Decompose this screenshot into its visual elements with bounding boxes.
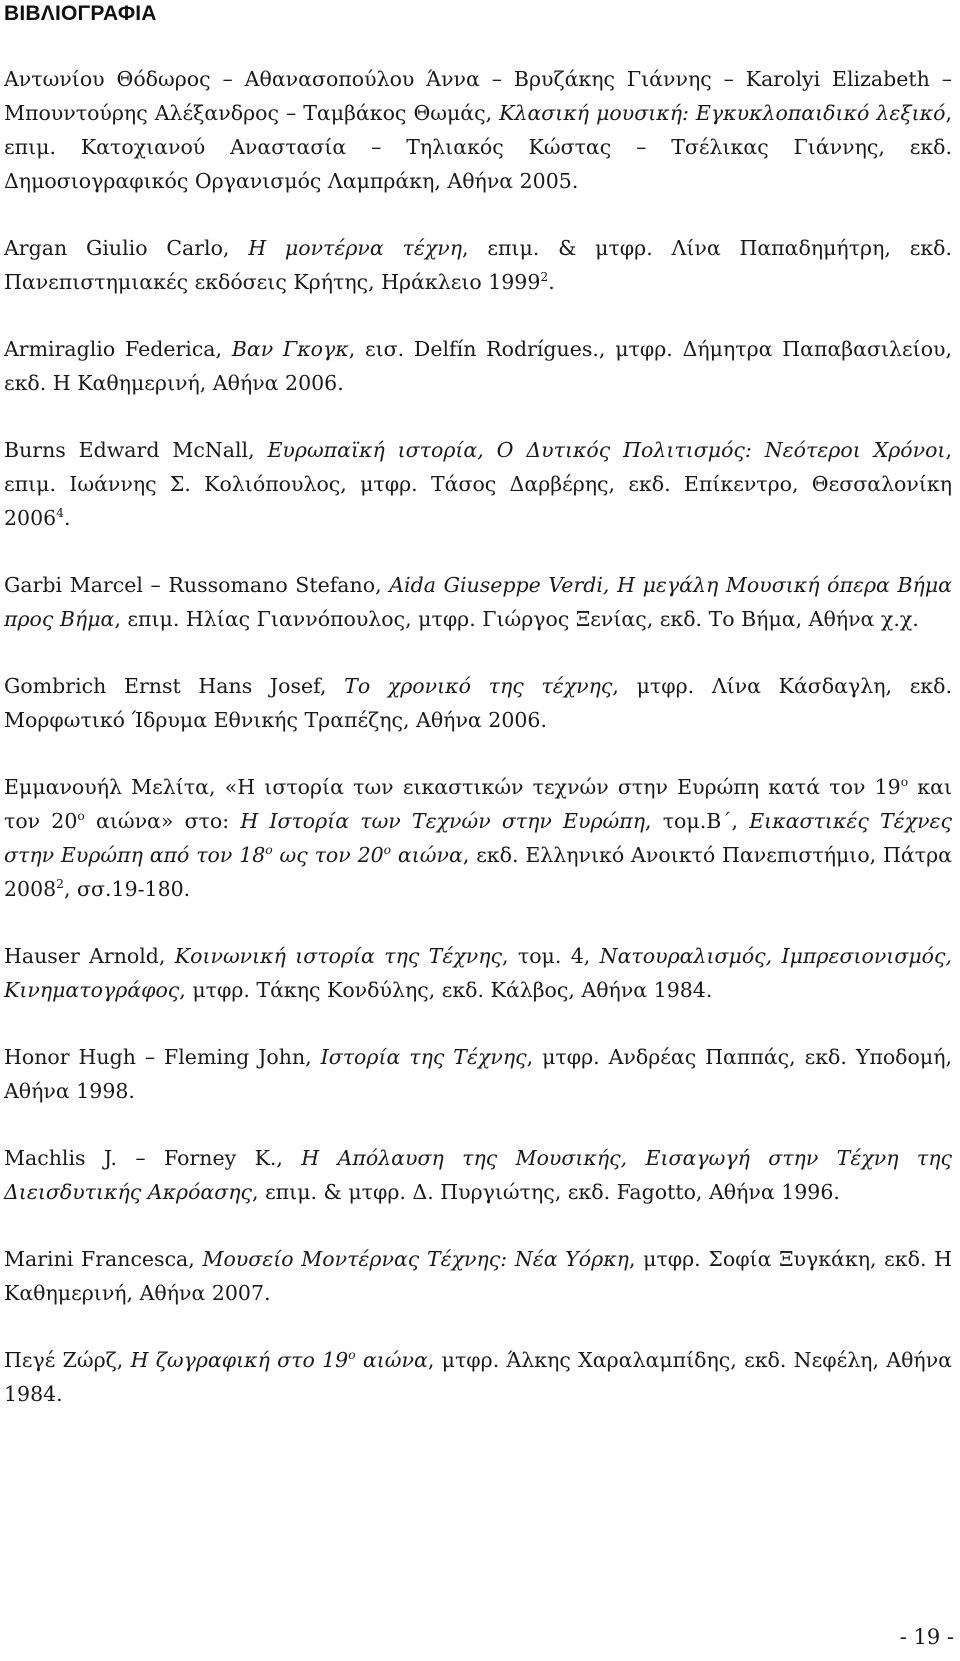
bibliography-text-segment: Hauser Arnold, xyxy=(4,944,175,968)
bibliography-text-segment: , επιμ. Ιωάννης Σ. Κολιόπουλος, μτφρ. Τάσος Δαρβέρης, εκδ. Επίκεντρο, Θεσσαλονίκη 2006 xyxy=(4,438,952,530)
bibliography-text-segment: . xyxy=(548,270,555,294)
bibliography-text-segment: Ευρωπαϊκή ιστορία, Ο Δυτικός Πολιτισμός: Νεότεροι Χρόνοι xyxy=(267,438,946,462)
bibliography-text-segment: , σσ.19-180. xyxy=(64,877,191,901)
bibliography-text-segment: , μτφρ. Ανδρέας Παππάς, εκδ. Υποδομή, Αθήνα 1998. xyxy=(4,1045,952,1103)
bibliography-text-segment: Η Απόλαυση της Μουσικής, Εισαγωγή στην Τέχνη της Διεισδυτικής Ακρόασης xyxy=(4,1146,952,1204)
bibliography-text-segment: , τομ.Β΄, xyxy=(645,809,750,833)
bibliography-text-segment: ως τον 20 xyxy=(272,843,384,867)
bibliography-entry xyxy=(4,1343,952,1411)
bibliography-list xyxy=(4,62,952,1444)
bibliography-entry xyxy=(4,669,952,737)
bibliography-text-segment: ο xyxy=(265,843,273,858)
page-number: - 19 - xyxy=(899,1625,954,1649)
bibliography-text-segment: Honor Hugh – Fleming John, xyxy=(4,1045,321,1069)
bibliography-text-segment: Gombrich Ernst Hans Josef, xyxy=(4,674,345,698)
bibliography-entry xyxy=(4,62,952,198)
bibliography-text-segment: 4 xyxy=(56,506,64,521)
bibliography-entry xyxy=(4,1242,952,1310)
bibliography-text-segment: , μτφρ. Σοφία Ξυγκάκη, εκδ. Η Καθημερινή, Αθήνα 2007. xyxy=(4,1247,952,1305)
bibliography-text-segment: ο xyxy=(383,843,392,858)
bibliography-text-segment: , τομ. 4, xyxy=(502,944,600,968)
bibliography-text-segment: , μτφρ. Άλκης Χαραλαμπίδης, εκδ. Νεφέλη, Αθήνα 1984. xyxy=(4,1348,953,1406)
bibliography-entry xyxy=(4,770,952,906)
bibliography-text-segment: Κοινωνική ιστορία της Τέχνης xyxy=(174,944,503,968)
bibliography-entry xyxy=(4,231,952,299)
bibliography-text-segment: Machlis J. – Forney K., xyxy=(4,1146,302,1170)
bibliography-text-segment: Το χρονικό της τέχνης xyxy=(344,674,613,698)
bibliography-text-segment: Η ζωγραφική στο 19 xyxy=(130,1348,349,1372)
bibliography-text-segment: Η Ιστορία των Τεχνών στην Ευρώπη xyxy=(240,809,646,833)
bibliography-text-segment: Βαν Γκογκ xyxy=(231,337,349,361)
page-title: ΒΙΒΛΙΟΓΡΑΦΙΑ xyxy=(4,2,157,25)
bibliography-text-segment: αιώνα» στο: xyxy=(84,809,241,833)
bibliography-text-segment: Aida Giuseppe Verdi, Η μεγάλη Μουσική όπερα Βήμα προς Βήμα xyxy=(4,573,952,631)
bibliography-text-segment: . xyxy=(64,506,71,530)
bibliography-text-segment: και τον 20 xyxy=(4,775,952,833)
bibliography-text-segment: αιώνα xyxy=(355,1348,428,1372)
bibliography-text-segment: , επιμ. Κατοχιανού Αναστασία – Τηλιακός Κώστας – Τσέλικας Γιάννης, εκδ. Δημοσιογραφικός Οργανισμός Λαμπράκη, Αθήνα 2005. xyxy=(4,101,952,193)
bibliography-text-segment: Ιστορία της Τέχνης xyxy=(320,1045,527,1069)
bibliography-text-segment: Armiraglio Federica, xyxy=(4,337,232,361)
bibliography-text-segment: ο xyxy=(348,1348,356,1363)
bibliography-text-segment: Πεγέ Ζώρζ, xyxy=(4,1348,131,1372)
bibliography-text-segment: Νατουραλισμός, Ιμπρεσιονισμός, Κινηματογράφος xyxy=(4,944,952,1002)
bibliography-text-segment: Argan Giulio Carlo, xyxy=(4,236,249,260)
bibliography-entry xyxy=(4,1141,952,1209)
bibliography-text-segment: ο xyxy=(900,775,909,790)
bibliography-text-segment: Marini Francesca, xyxy=(4,1247,203,1271)
bibliography-text-segment: , επιμ. & μτφρ. Δ. Πυργιώτης, εκδ. Fagotto, Αθήνα 1996. xyxy=(252,1180,840,1204)
bibliography-entry xyxy=(4,939,952,1007)
bibliography-text-segment: 2 xyxy=(540,270,549,285)
bibliography-text-segment: Μουσείο Μοντέρνας Τέχνης: Νέα Υόρκη xyxy=(202,1247,629,1271)
bibliography-entry xyxy=(4,1040,952,1108)
bibliography-entry xyxy=(4,433,952,535)
bibliography-text-segment: , επιμ. & μτφρ. Λίνα Παπαδημήτρη, εκδ. Πανεπιστημιακές εκδόσεις Κρήτης, Ηράκλειο 1999 xyxy=(4,236,952,294)
bibliography-text-segment: , επιμ. Ηλίας Γιαννόπουλος, μτφρ. Γιώργος Ξενίας, εκδ. Το Βήμα, Αθήνα χ.χ. xyxy=(114,607,919,631)
bibliography-text-segment: Η μοντέρνα τέχνη xyxy=(248,236,463,260)
bibliography-text-segment: , εκδ. Ελληνικό Ανοικτό Πανεπιστήμιο, Πάτρα 2008 xyxy=(4,843,952,901)
bibliography-text-segment: , μτφρ. Τάκης Κονδύλης, εκδ. Κάλβος, Αθήνα 1984. xyxy=(179,978,713,1002)
bibliography-text-segment: Εικαστικές Τέχνες στην Ευρώπη από τον 18 xyxy=(4,809,953,867)
bibliography-text-segment: Garbi Marcel – Russomano Stefano, xyxy=(4,573,390,597)
bibliography-text-segment: Αντωνίου Θόδωρος – Αθανασοπούλου Άννα – Βρυζάκης Γιάννης – Karolyi Elizabeth – Μπουντούρης Αλέξανδρος – Ταμβάκος Θωμάς, xyxy=(4,67,952,125)
bibliography-text-segment: Εμμανουήλ Μελίτα, «Η ιστορία των εικαστικών τεχνών στην Ευρώπη κατά τον 19 xyxy=(4,775,901,799)
bibliography-text-segment: Κλασική μουσική: Εγκυκλοπαιδικό λεξικό xyxy=(499,101,946,125)
bibliography-text-segment: , μτφρ. Λίνα Κάσδαγλη, εκδ. Μορφωτικό Ίδρυμα Εθνικής Τραπέζης, Αθήνα 2006. xyxy=(4,674,952,732)
bibliography-text-segment: ο xyxy=(77,809,85,824)
bibliography-entry xyxy=(4,568,952,636)
bibliography-text-segment: Burns Edward McNall, xyxy=(4,438,268,462)
bibliography-text-segment: αιώνα xyxy=(391,843,463,867)
bibliography-text-segment: , εισ. Delfín Rodrígues., μτφρ. Δήμητρα Παπαβασιλείου, εκδ. Η Καθημερινή, Αθήνα 2006. xyxy=(4,337,953,395)
bibliography-text-segment: 2 xyxy=(56,877,64,892)
bibliography-entry xyxy=(4,332,952,400)
